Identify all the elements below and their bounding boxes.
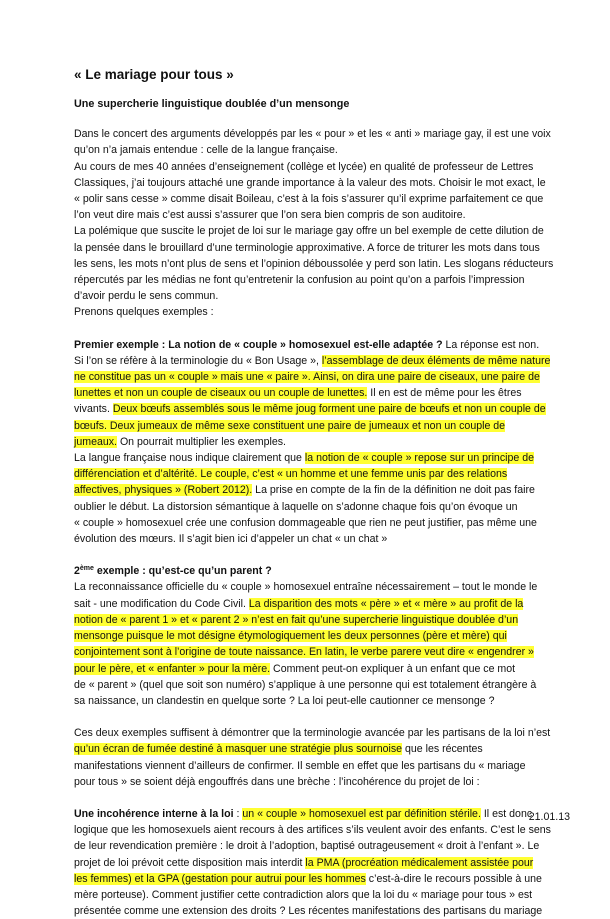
text-line: sa naissance, un clandestin en quelque sorte ? La loi peut-elle cautionner ce mensonge ?	[74, 694, 495, 707]
highlighted-text: jumeaux.	[74, 435, 117, 448]
text-line: de leur revendication première : le droit à l’adoption, baptisé outrageusement « droit à l’enfant ». Le	[74, 840, 540, 853]
highlighted-text: notion de « parent 1 » et « parent 2 » n’est en fait qu’une supercherie linguistique doublée d’un	[74, 613, 519, 626]
text-line: sait - une modification du Code Civil. La disparition des mots « père » et « mère » au profit de la	[74, 597, 524, 610]
highlighted-text: différenciation et d’altérité. Le couple, c’est « un homme et une femme unis par des relations	[74, 468, 508, 481]
text-line: la pensée dans le brouillard d’une terminologie approximative. A force de triturer les mots dans tous	[74, 241, 540, 254]
highlighted-text: l’assemblage de deux éléments de même nature	[321, 354, 551, 367]
highlighted-text: Deux bœufs assemblés sous le même joug forment une paire de bœufs et non un couple de	[112, 403, 546, 416]
highlighted-text: la notion de « couple » repose sur un principe de	[304, 452, 534, 465]
highlighted-text: bœufs. Deux jumeaux de même sexe constituent une paire de jumeaux et non un couple de	[74, 419, 506, 432]
text-line: Premier exemple : La notion de « couple » homosexuel est-elle adaptée ? La réponse est non.	[74, 338, 540, 351]
page-title: « Le mariage pour tous »	[74, 67, 234, 82]
highlighted-text: mensonge puisque le mot désigne étymologiquement les deux personnes (père et mère) qui	[74, 630, 507, 643]
text-line: Si l’on se réfère à la terminologie du « Bon Usage », l’assemblage de deux éléments de même nature	[74, 354, 551, 367]
text-line: jumeaux. On pourrait multiplier les exemples.	[74, 435, 286, 448]
highlighted-text: ne constitue pas un « couple » mais une « paire ».	[74, 371, 311, 384]
text-line: d’avoir perdu le sens commun.	[74, 290, 219, 303]
section-heading: Une incohérence interne à la loi	[74, 807, 234, 820]
text-line: ne constitue pas un « couple » mais une « paire ». Ainsi, on dira une paire de ciseaux, une paire de	[74, 371, 540, 384]
text-line: Au cours de mes 40 années d’enseignement (collège et lycée) en qualité de professeur de Lettres	[74, 160, 534, 173]
text-line: l’on veut dire mais c’est aussi s’assurer que l’on sera bien compris de son auditoire.	[74, 209, 466, 222]
document-date: 21.01.13	[528, 811, 570, 823]
highlighted-text: lunettes et non un couple de ciseaux ou un couple de lunettes.	[74, 387, 368, 400]
highlighted-text: un « couple » homosexuel est par définition stérile.	[242, 807, 481, 820]
text-line	[74, 466, 576, 482]
text-line: Prenons quelques exemples :	[74, 306, 214, 319]
text-line: conjointement sont à l’origine de toute naissance. En latin, le verbe parere veut dire « engendrer »	[74, 646, 534, 659]
highlighted-text: conjointement sont à l’origine de toute naissance.	[74, 646, 307, 659]
text-line: Dans le concert des arguments développés par les « pour » et les « anti » mariage gay, il est une voix	[74, 128, 551, 141]
text-line: présentée comme une extension des droits ? Les récentes manifestations des partisans du mariage	[74, 905, 543, 918]
conclusion-paragraph	[74, 725, 576, 790]
text-line: de « parent » (quel que soit son numéro) s’applique à une personne qui est totalement étrangère à	[74, 678, 537, 691]
highlighted-text: les femmes) et la GPA (gestation pour autrui pour les hommes	[74, 872, 366, 885]
section-heading: 2ème exemple : qu’est-ce qu’un parent ?	[74, 565, 272, 578]
highlighted-text: la PMA (procréation médicalement assistée pour	[305, 856, 534, 869]
text-line: vivants. Deux bœufs assemblés sous le même joug forment une paire de bœufs et non un couple de	[74, 403, 546, 416]
section-heading: Premier exemple : La notion de « couple » homosexuel est-elle adaptée ?	[74, 338, 443, 351]
intro-paragraph	[74, 126, 576, 320]
text-line: Ces deux exemples suffisent à démontrer que la terminologie avancée par les partisans de la loi n’est	[74, 727, 551, 740]
text-line: logique que les homosexuels aient recours à des artifices s’ils veulent avoir des enfants. C’est le sens	[74, 824, 551, 837]
text-line: qu’un écran de fumée destiné à masquer une stratégie plus sournoise que les récentes	[74, 743, 483, 756]
text-line: La langue française nous indique clairement que la notion de « couple » repose sur un principe de	[74, 452, 534, 465]
text-line: qu’on n’a jamais entendue : celle de la langue française.	[74, 144, 338, 157]
text-line: mère porteuse). Comment justifier cette contradiction alors que la loi du « mariage pour tous » est	[74, 888, 533, 901]
text-line: affectives, physiques » (Robert 2012). La prise en compte de la fin de la définition ne doit pas faire	[74, 484, 535, 497]
example-1-paragraph	[74, 337, 576, 548]
text-line: répercutés par les médias ne font qu’entretenir la confusion au point qu’on a parfois l’impression	[74, 274, 525, 287]
text-line: évolution des mœurs. Il s’agit bien ici d’appeler un chat « un chat »	[74, 533, 388, 546]
text-line	[74, 418, 576, 434]
highlighted-text: qu’un écran de fumée destiné à masquer une stratégie plus sournoise	[74, 743, 403, 756]
text-line: pour tous » se soient déjà engouffrés dans une brèche : l’incohérence du projet de loi :	[74, 775, 480, 788]
text-line: Une incohérence interne à la loi : un « couple » homosexuel est par définition stérile. Il est donc	[74, 807, 533, 820]
text-line: manifestations viennent d’ailleurs de confirmer. Il semble en effet que les partisans du « mariage	[74, 759, 526, 772]
example-3-paragraph	[74, 806, 576, 919]
text-line: pour le père, et « enfanter » pour la mère. Comment peut-on expliquer à un enfant que ce mot	[74, 662, 516, 675]
text-line: La reconnaissance officielle du « couple » homosexuel entraîne nécessairement – tout le monde le	[74, 581, 538, 594]
text-line	[74, 628, 576, 644]
text-line: « couple » homosexuel crée une confusion dommageable que rien ne peut justifier, pas même une	[74, 516, 537, 529]
highlighted-text: pour le père, et « enfanter » pour la mère.	[74, 662, 271, 675]
highlighted-text: La disparition des mots « père » et « mère » au profit de la	[248, 597, 524, 610]
highlighted-text: affectives, physiques » (Robert 2012).	[74, 484, 253, 497]
text-line: les sens, les mots n’ont plus de sens et l’opinion déboussolée y perd son latin. Les slogans réducteurs	[74, 257, 554, 270]
text-line: Classiques, j’ai toujours attaché une grande importance à la valeur des mots. Choisir le mot exact, le	[74, 176, 546, 189]
text-line	[74, 612, 576, 628]
example-2-paragraph	[74, 563, 576, 709]
text-line: les femmes) et la GPA (gestation pour autrui pour les hommes c’est-à-dire le recours possible à une	[74, 872, 542, 885]
subtitle: Une supercherie linguistique doublée d’un mensonge	[74, 98, 350, 110]
text-line: projet de loi prévoit cette disposition mais interdit la PMA (procréation médicalement assistée pour	[74, 856, 534, 869]
text-line: lunettes et non un couple de ciseaux ou un couple de lunettes. Il en est de même pour les êtres	[74, 387, 522, 400]
text-line: « polir sans cesse » comme disait Boileau, c’est à la fois s’assurer qu’il exprime parfaitement ce que	[74, 193, 544, 206]
text-line: oublier le début. La distorsion sémantique à laquelle on s’adonne chaque fois qu’on évoque un	[74, 500, 518, 513]
text-line: La polémique que suscite le projet de loi sur le mariage gay offre un bel exemple de cette dilution de	[74, 225, 544, 238]
